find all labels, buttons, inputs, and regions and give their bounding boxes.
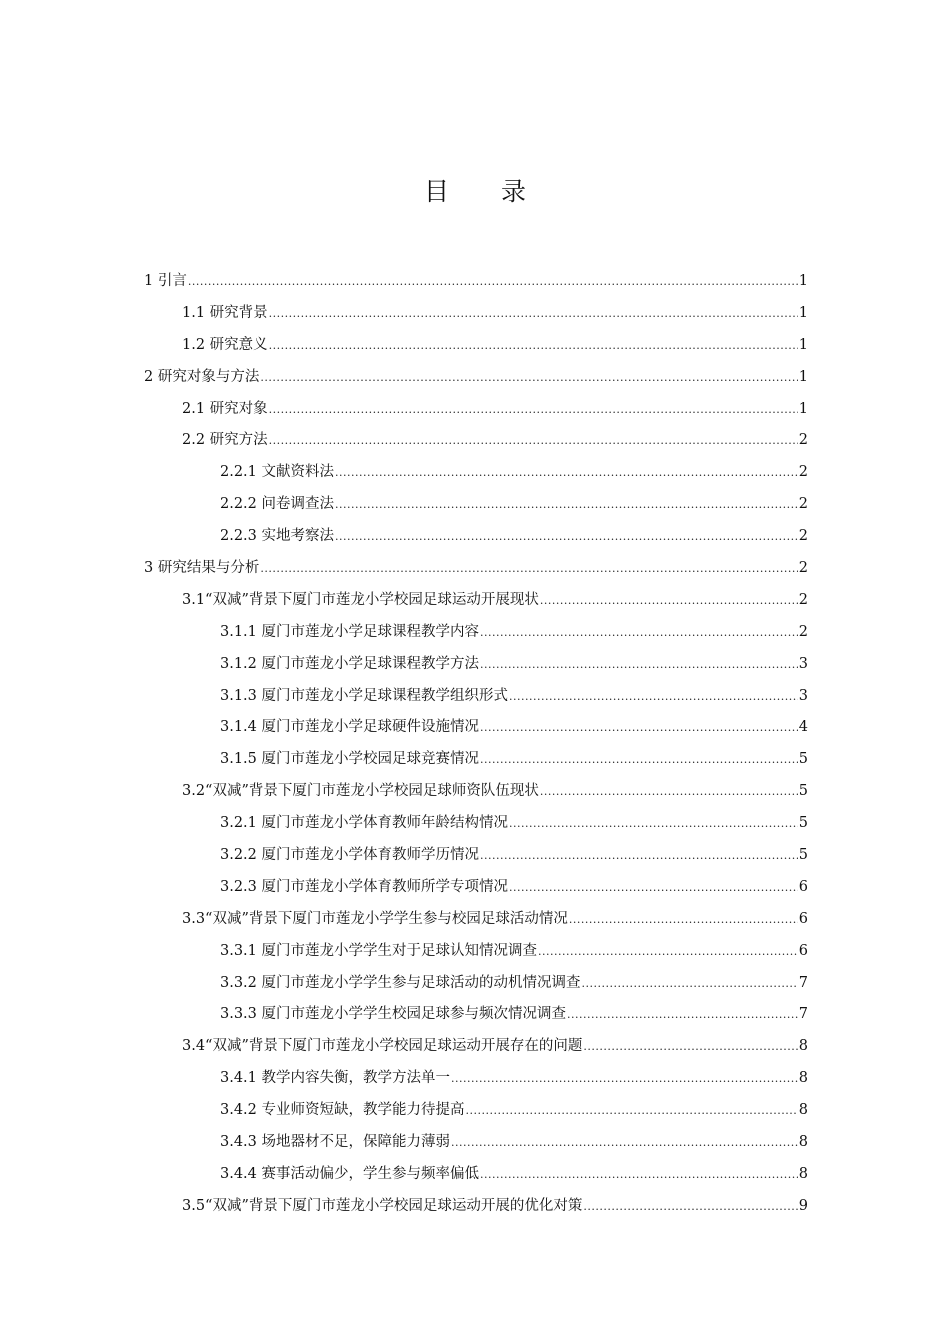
toc-entry-page-number: 8 (798, 1070, 808, 1087)
toc-entry[interactable] (144, 298, 808, 330)
dot-leader (582, 968, 798, 1000)
toc-entry-label: 3.2.1 厦门市莲龙小学体育教师年龄结构情况 (220, 815, 509, 832)
toc-entry-label: 2.1 研究对象 (182, 400, 268, 417)
toc-entry[interactable] (144, 1031, 808, 1063)
dot-leader (480, 1159, 798, 1191)
toc-entry[interactable] (144, 521, 808, 553)
toc-entry[interactable] (144, 999, 808, 1031)
toc-entry-page-number: 7 (798, 974, 808, 991)
dot-leader (540, 585, 798, 617)
toc-entry-page-number: 9 (798, 1197, 808, 1214)
toc-entry-page-number: 6 (798, 942, 808, 959)
toc-entry[interactable] (144, 776, 808, 808)
toc-entry-label: 3.3.2 厦门市莲龙小学学生参与足球活动的动机情况调查 (220, 974, 581, 991)
toc-entry-page-number: 1 (798, 400, 808, 417)
toc-entry-page-number: 2 (798, 528, 808, 545)
toc-entry-label: 3.2“双减”背景下厦门市莲龙小学校园足球师资队伍现状 (182, 783, 539, 800)
toc-entry-label: 3.1.1 厦门市莲龙小学足球课程教学内容 (220, 623, 480, 640)
toc-entry-page-number: 7 (798, 1006, 808, 1023)
toc-entry[interactable] (144, 904, 808, 936)
toc-entry-label: 3.4.3 场地器材不足，保障能力薄弱 (220, 1134, 451, 1151)
toc-entry-label: 1.1 研究背景 (182, 304, 268, 321)
dot-leader (188, 266, 798, 298)
toc-entry-page-number: 6 (798, 878, 808, 895)
toc-entry-page-number: 2 (798, 591, 808, 608)
toc-entry[interactable] (144, 553, 808, 585)
dot-leader (509, 808, 798, 840)
toc-entry-label: 3.4.4 赛事活动偏少，学生参与频率偏低 (220, 1165, 480, 1182)
toc-entry-page-number: 1 (798, 336, 808, 353)
toc-entry[interactable] (144, 489, 808, 521)
toc-entry-page-number: 6 (798, 910, 808, 927)
toc-entry[interactable] (144, 1127, 808, 1159)
toc-entry-page-number: 8 (798, 1134, 808, 1151)
toc-entry-page-number: 3 (798, 655, 808, 672)
toc-entry-page-number: 2 (798, 432, 808, 449)
toc-entry-label: 2.2.1 文献资料法 (220, 464, 335, 481)
toc-entry-label: 1 引言 (144, 273, 187, 289)
dot-leader (480, 840, 798, 872)
toc-entry[interactable] (144, 649, 808, 681)
toc-entry-label: 3.3.1 厦门市莲龙小学学生对于足球认知情况调查 (220, 942, 538, 959)
toc-entry-label: 3.4“双减”背景下厦门市莲龙小学校园足球运动开展存在的问题 (182, 1038, 583, 1055)
toc-entry-label: 3.2.3 厦门市莲龙小学体育教师所学专项情况 (220, 878, 509, 895)
toc-entry[interactable] (144, 936, 808, 968)
toc-entry[interactable] (144, 1095, 808, 1127)
dot-leader (335, 521, 798, 553)
dot-leader (269, 394, 798, 426)
toc-entry[interactable] (144, 266, 808, 298)
toc-entry-label: 3 研究结果与分析 (144, 560, 260, 577)
toc-entry-label: 3.1.5 厦门市莲龙小学校园足球竞赛情况 (220, 751, 480, 768)
toc-entry-label: 3.5“双减”背景下厦门市莲龙小学校园足球运动开展的优化对策 (182, 1197, 583, 1214)
toc-entry-label: 3.1“双减”背景下厦门市莲龙小学校园足球运动开展现状 (182, 591, 539, 608)
dot-leader (538, 936, 798, 968)
toc-entry-label: 2.2.3 实地考察法 (220, 528, 335, 545)
dot-leader (567, 999, 798, 1031)
toc-entry-label: 1.2 研究意义 (182, 336, 268, 353)
toc-entry-page-number: 8 (798, 1102, 808, 1119)
toc-entry[interactable] (144, 872, 808, 904)
dot-leader (583, 1031, 797, 1063)
dot-leader (451, 1127, 798, 1159)
dot-leader (480, 617, 798, 649)
dot-leader (509, 872, 798, 904)
toc-entry[interactable] (144, 681, 808, 713)
dot-leader (480, 712, 798, 744)
dot-leader (260, 362, 797, 394)
toc-entry[interactable] (144, 457, 808, 489)
toc-entry-page-number: 8 (798, 1165, 808, 1182)
toc-entry-page-number: 5 (798, 783, 808, 800)
toc-entry-page-number: 3 (798, 687, 808, 704)
toc-entry[interactable] (144, 394, 808, 426)
toc-entry[interactable] (144, 712, 808, 744)
toc-entry[interactable] (144, 617, 808, 649)
toc-entry-page-number: 4 (798, 719, 808, 736)
dot-leader (451, 1063, 798, 1095)
dot-leader (269, 298, 798, 330)
toc-entry-page-number: 1 (798, 304, 808, 321)
dot-leader (335, 457, 798, 489)
toc-entry[interactable] (144, 1063, 808, 1095)
toc-entry-page-number: 8 (798, 1038, 808, 1055)
toc-entry-label: 3.4.1 教学内容失衡，教学方法单一 (220, 1070, 451, 1087)
toc-entry-label: 3.2.2 厦门市莲龙小学体育教师学历情况 (220, 847, 480, 864)
toc-entry-label: 2 研究对象与方法 (144, 368, 260, 385)
dot-leader (480, 744, 798, 776)
dot-leader (260, 553, 797, 585)
dot-leader (335, 489, 798, 521)
toc-entry-page-number: 2 (798, 560, 808, 577)
toc-entry-label: 3.4.2 专业师资短缺，教学能力待提高 (220, 1102, 465, 1119)
toc-entry-label: 3.1.4 厦门市莲龙小学足球硬件设施情况 (220, 719, 480, 736)
toc-entry[interactable] (144, 362, 808, 394)
toc-entry-label: 2.2 研究方法 (182, 432, 268, 449)
dot-leader (540, 776, 798, 808)
toc-entry-page-number: 2 (798, 623, 808, 640)
toc-entry-label: 2.2.2 问卷调查法 (220, 496, 335, 513)
toc-list (144, 266, 808, 1223)
toc-entry-label: 3.3“双减”背景下厦门市莲龙小学学生参与校园足球活动情况 (182, 910, 568, 927)
toc-title: 目 录 (424, 177, 548, 206)
toc-entry-page-number: 2 (798, 496, 808, 513)
dot-leader (569, 904, 798, 936)
toc-entry[interactable] (144, 808, 808, 840)
dot-leader (583, 1191, 797, 1223)
toc-entry-label: 3.3.3 厦门市莲龙小学学生校园足球参与频次情况调查 (220, 1006, 567, 1023)
toc-entry[interactable] (144, 744, 808, 776)
toc-entry-label: 3.1.2 厦门市莲龙小学足球课程教学方法 (220, 655, 480, 672)
dot-leader (480, 649, 798, 681)
toc-entry-page-number: 5 (798, 815, 808, 832)
toc-entry-page-number: 1 (798, 368, 808, 385)
toc-entry-page-number: 2 (798, 464, 808, 481)
toc-entry[interactable] (144, 1159, 808, 1191)
toc-entry[interactable] (144, 1191, 808, 1223)
toc-entry-page-number: 5 (798, 847, 808, 864)
toc-entry[interactable] (144, 968, 808, 1000)
toc-entry-label: 3.1.3 厦门市莲龙小学足球课程教学组织形式 (220, 687, 509, 704)
toc-entry[interactable] (144, 840, 808, 872)
toc-entry[interactable] (144, 330, 808, 362)
toc-entry[interactable] (144, 425, 808, 457)
dot-leader (466, 1095, 798, 1127)
dot-leader (509, 681, 798, 713)
dot-leader (269, 330, 798, 362)
toc-entry-page-number: 5 (798, 751, 808, 768)
toc-entry-page-number: 1 (798, 273, 808, 289)
dot-leader (269, 425, 798, 457)
toc-entry[interactable] (144, 585, 808, 617)
